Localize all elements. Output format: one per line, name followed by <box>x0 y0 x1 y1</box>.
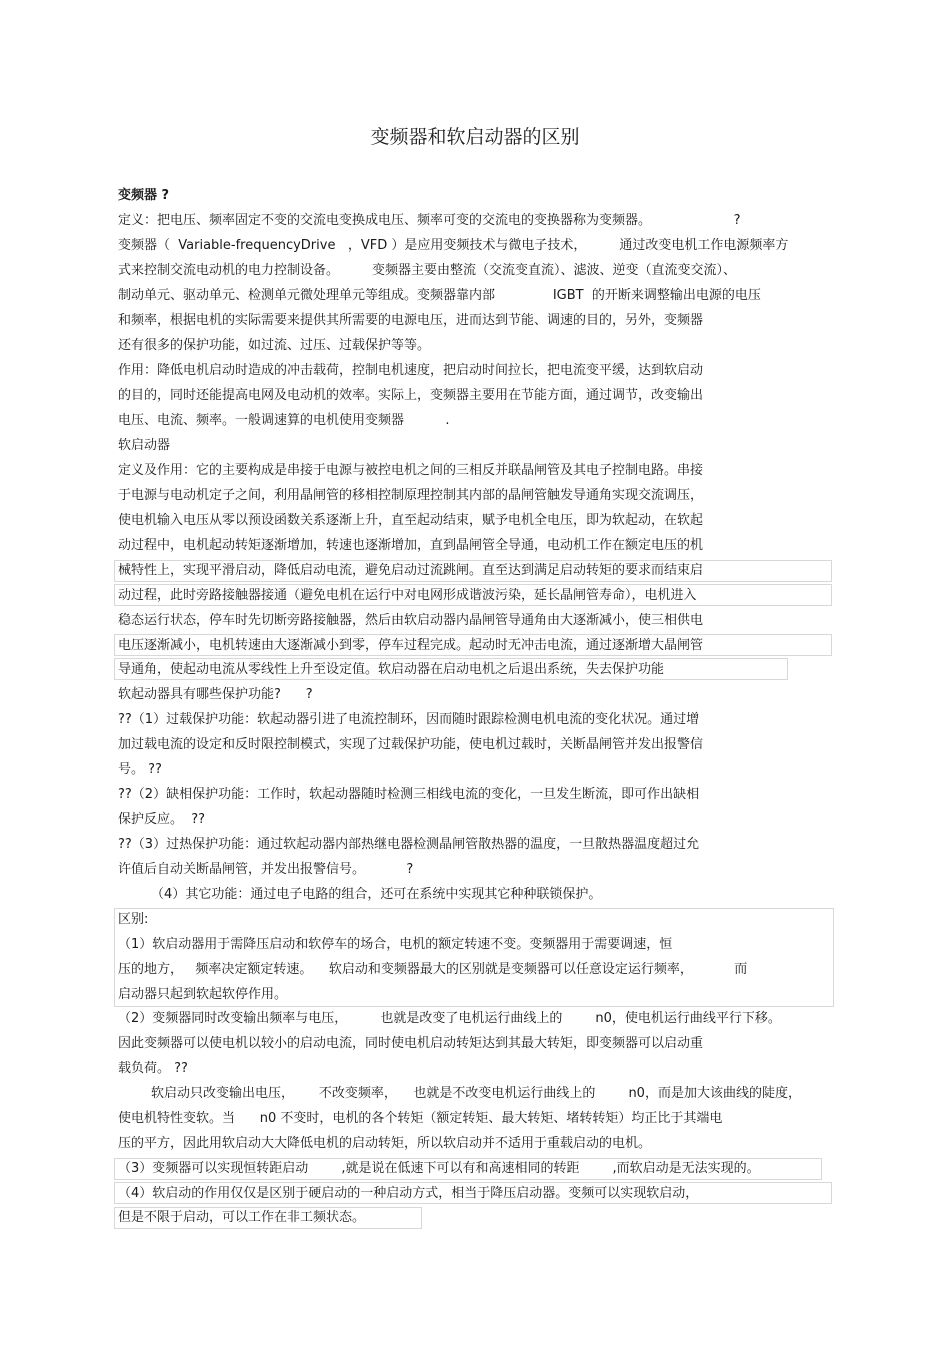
text-line: ??（1）过载保护功能：软起动器引进了电流控制环，因而随时跟踪检测电机电流的变化状况。通过增 <box>118 712 700 727</box>
text-line: 保护反应。 ?? <box>118 812 206 827</box>
text-line: 定义：把电压、频率固定不变的交流电变换成电压、频率可变的交流电的变换器称为变频器。 ? <box>118 213 741 228</box>
text-line: 于电源与电动机定子之间，利用晶闸管的移相控制原理控制其内部的晶闸管触发导通角实现交流调压， <box>118 488 704 503</box>
text-line: 因此变频器可以使电机以较小的启动电流，同时使电机启动转矩达到其最大转矩，即变频器可以启动重 <box>118 1036 704 1051</box>
text-line: 制动单元、驱动单元、检测单元微处理单元等组成。变频器靠内部 IGBT 的开断来调整输出电源的电压 <box>118 288 761 303</box>
text-line: 软启动器 <box>118 438 171 453</box>
text-line: 使电机特性变软。当 n0 不变时，电机的各个转矩（额定转矩、最大转矩、堵转转矩）均正比于其端电 <box>118 1111 723 1126</box>
text-line: ??（2）缺相保护功能：工作时，软起动器随时检测三相线电流的变化，一旦发生断流，即可作出缺相 <box>118 787 700 802</box>
text-line: 还有很多的保护功能，如过流、过压、过载保护等等。 <box>118 338 431 353</box>
text-line: （4）其它功能：通过电子电路的组合，还可在系统中实现其它种种联锁保护。 <box>118 887 602 902</box>
text-line: 电压逐渐减小，电机转速由大逐渐减小到零，停车过程完成。起动时无冲击电流，通过逐渐增大晶闸管 <box>118 638 704 653</box>
text-line: 械特性上，实现平滑启动，降低启动电流，避免启动过流跳闸。直至达到满足启动转矩的要求而结束启 <box>118 563 704 578</box>
text-line: 式来控制交流电动机的电力控制设备。 变频器主要由整流（交流变直流）、滤波、逆变（直流变交流）、 <box>118 263 737 278</box>
text-line: 加过载电流的设定和反时限控制模式，实现了过载保护功能，使电机过载时，关断晶闸管并发出报警信 <box>118 737 704 752</box>
text-line: ??（3）过热保护功能：通过软起动器内部热继电器检测晶闸管散热器的温度，一旦散热器温度超过允 <box>118 837 700 852</box>
text-line: 但是不限于启动，可以工作在非工频状态。 <box>118 1210 366 1225</box>
text-line: （2）变频器同时改变输出频率与电压， 也就是改变了电机运行曲线上的 n0，使电机运行曲线平行下移。 <box>118 1011 781 1026</box>
text-line: 软起动器具有哪些保护功能? ? <box>118 687 313 702</box>
text-line: 许值后自动关断晶闸管，并发出报警信号。 ? <box>118 862 414 877</box>
text-line: 电压、电流、频率。一般调速算的电机使用变频器 . <box>118 413 450 428</box>
text-line: 变频器（ Variable-frequencyDrive ，VFD ）是应用变频技术与微电子技术， 通过改变电机工作电源频率方 <box>118 238 789 253</box>
text-line: 变频器 ? <box>118 188 170 203</box>
document-title: 变频器和软启动器的区别 <box>370 126 580 148</box>
text-line: 动过程，此时旁路接触器接通（避免电机在运行中对电网形成谐波污染，延长晶闸管寿命），电机进入 <box>118 588 697 603</box>
text-line: 和频率，根据电机的实际需要来提供其所需要的电源电压，进而达到节能、调速的目的，另外，变频器 <box>118 313 704 328</box>
text-line: 号。 ?? <box>118 762 162 777</box>
text-line: 软启动只改变输出电压， 不改变频率， 也就是不改变电机运行曲线上的 n0，而是加大该曲线的陡度， <box>118 1086 801 1101</box>
text-line: （1）软启动器用于需降压启动和软停车的场合，电机的额定转速不变。变频器用于需要调速，恒 <box>118 937 673 952</box>
text-line: 区别: <box>118 912 149 927</box>
text-line: 稳态运行状态，停车时先切断旁路接触器，然后由软启动器内晶闸管导通角由大逐渐减小，使三相供电 <box>118 613 704 628</box>
text-line: 启动器只起到软起软停作用。 <box>118 987 288 1002</box>
text-line: 动过程中，电机起动转矩逐渐增加，转速也逐渐增加，直到晶闸管全导通，电动机工作在额定电压的机 <box>118 538 704 553</box>
text-line: （4）软启动的作用仅仅是区别于硬启动的一种启动方式，相当于降压启动器。变频可以实现软启动， <box>118 1186 699 1201</box>
text-line: 导通角，使起动电流从零线性上升至设定值。软启动器在启动电机之后退出系统，失去保护功能 <box>118 662 665 677</box>
text-line: 压的平方，因此用软启动大大降低电机的启动转矩，所以软启动并不适用于重载启动的电机。 <box>118 1136 652 1151</box>
text-line: 压的地方， 频率决定额定转速。 软启动和变频器最大的区别就是变频器可以任意设定运行频率， 而 <box>118 962 748 977</box>
text-line: 的目的，同时还能提高电网及电动机的效率。实际上，变频器主要用在节能方面，通过调节，改变输出 <box>118 388 704 403</box>
text-line: 定义及作用：它的主要构成是串接于电源与被控电机之间的三相反并联晶闸管及其电子控制电路。串接 <box>118 463 704 478</box>
text-line: 使电机输入电压从零以预设函数关系逐渐上升，直至起动结束，赋予电机全电压，即为软起动，在软起 <box>118 513 704 528</box>
text-line: 载负荷。 ?? <box>118 1061 188 1076</box>
text-line: 作用：降低电机启动时造成的冲击载荷，控制电机速度，把启动时间拉长，把电流变平缓，达到软启动 <box>118 363 704 378</box>
text-line: （3）变频器可以实现恒转距启动 ,就是说在低速下可以有和高速相同的转距 ,而软启动是无法实现的。 <box>118 1161 760 1176</box>
